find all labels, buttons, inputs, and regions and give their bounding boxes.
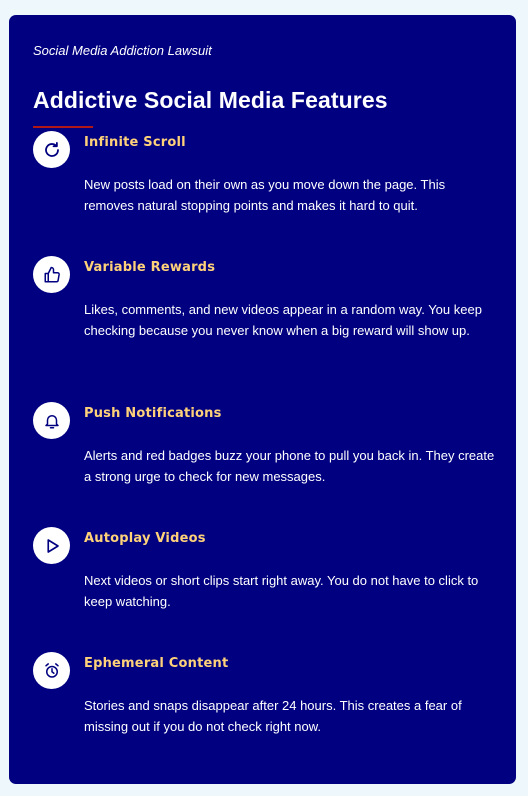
feature-description: Next videos or short clips start right away. You do not have to click to keep watching. xyxy=(84,573,479,609)
feature-item-variable-rewards xyxy=(33,256,495,402)
page-title: Addictive Social Media Features xyxy=(33,87,388,113)
thumbs-up-icon xyxy=(33,256,70,293)
feature-description: Likes, comments, and new videos appear in a random way. You keep checking because you never know when a big reward will show up. xyxy=(84,302,482,338)
refresh-icon xyxy=(33,131,70,168)
feature-title: Push Notifications xyxy=(84,406,222,421)
feature-item-ephemeral-content xyxy=(33,652,495,777)
feature-list xyxy=(33,131,495,777)
feature-description: Alerts and red badges buzz your phone to pull you back in. They create a strong urge to check for new messages. xyxy=(84,448,495,484)
feature-item-infinite-scroll xyxy=(33,131,495,256)
feature-description: Stories and snaps disappear after 24 hours. This creates a fear of missing out if you do not check right now. xyxy=(84,698,462,734)
feature-title: Autoplay Videos xyxy=(84,531,206,546)
title-underline xyxy=(33,126,93,128)
feature-title: Ephemeral Content xyxy=(84,656,229,671)
feature-item-push-notifications xyxy=(33,402,495,527)
feature-title: Infinite Scroll xyxy=(84,135,186,150)
bell-icon xyxy=(33,402,70,439)
feature-description: New posts load on their own as you move down the page. This removes natural stopping points and makes it hard to quit. xyxy=(84,177,446,213)
feature-title: Variable Rewards xyxy=(84,260,216,275)
features-card xyxy=(9,15,516,784)
alarm-clock-icon xyxy=(33,652,70,689)
play-icon xyxy=(33,527,70,564)
eyebrow-label: Social Media Addiction Lawsuit xyxy=(33,43,212,58)
feature-item-autoplay-videos xyxy=(33,527,495,652)
